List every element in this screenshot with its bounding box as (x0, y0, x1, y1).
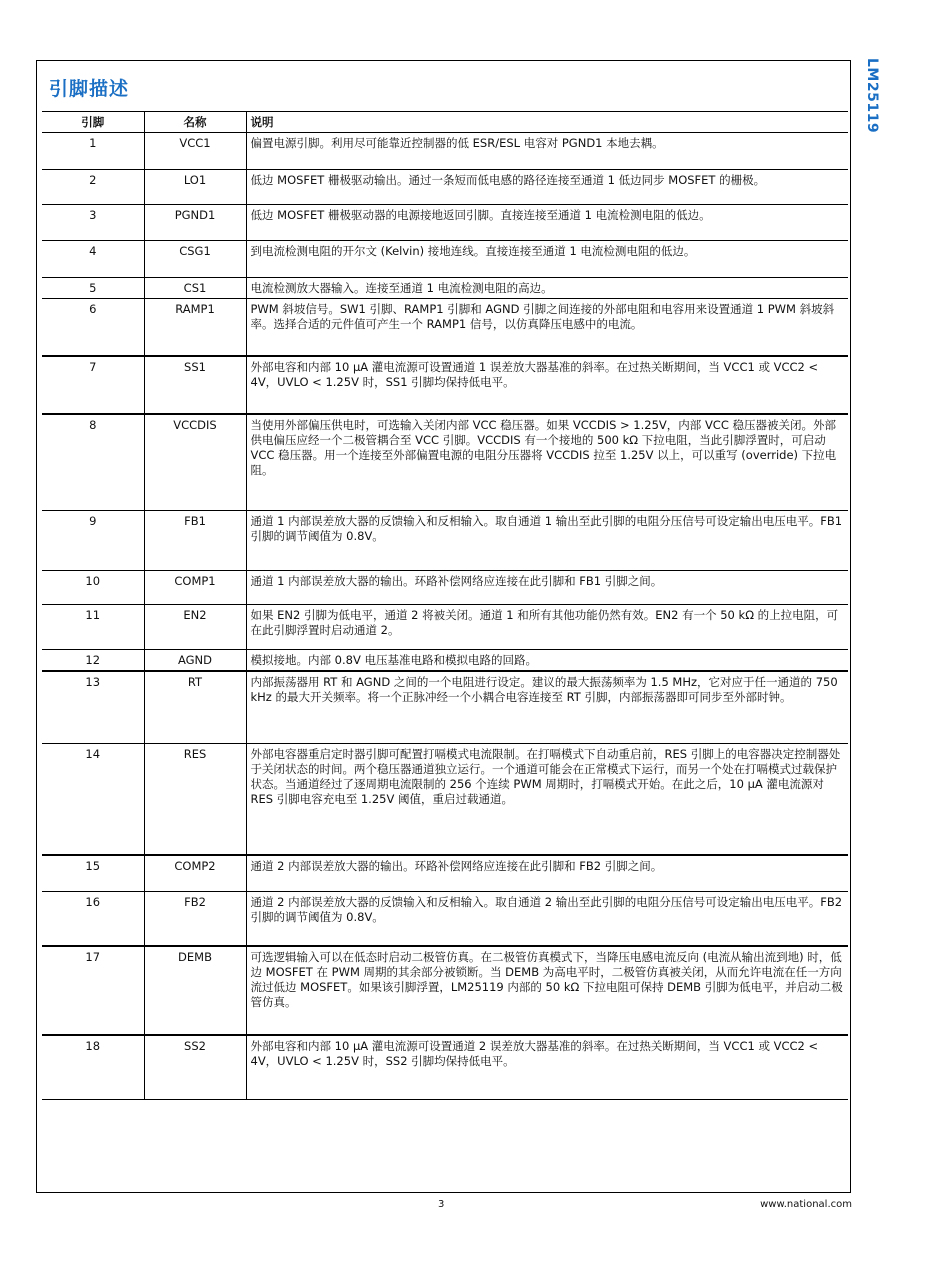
pin-name: VCC1 (144, 133, 246, 170)
pin-number: 3 (42, 205, 144, 241)
table-row (42, 356, 848, 414)
website-link[interactable]: www.national.com (760, 1199, 852, 1210)
table-row (42, 671, 848, 743)
pin-name: RT (144, 671, 246, 743)
pin-description: 外部电容器重启定时器引脚可配置打嗝模式电流限制。在打嗝模式下自动重启前，RES 引脚上的电容器决定控制器处于关闭状态的时间。两个稳压器通道独立运行。一个通道可能会在正常模式下运行，而另一个处在打嗝模式过载保护状态。当通道经过了逐周期电流限制的 256 个连续 PWM 周期时，打嗝模式开始。在此之后，10 µA 灌电流源对 RES 引脚电容充电至 1.25V 阈值，重启过载通道。 (246, 743, 848, 855)
page-number: 3 (438, 1199, 445, 1210)
pin-description: 通道 1 内部误差放大器的反馈输入和反相输入。取自通道 1 输出至此引脚的电阻分压信号可设定输出电压电平。FB1 引脚的调节阈值为 0.8V。 (246, 511, 848, 571)
pin-number: 16 (42, 891, 144, 946)
table-row (42, 511, 848, 571)
table-row (42, 414, 848, 511)
pin-name: RAMP1 (144, 299, 246, 356)
section-title: 引脚描述 (49, 78, 130, 100)
pin-number: 11 (42, 605, 144, 650)
pin-number: 5 (42, 278, 144, 299)
pin-description: 内部振荡器用 RT 和 AGND 之间的一个电阻进行设定。建议的最大振荡频率为 1.5 MHz，它对应于任一通道的 750 kHz 的最大开关频率。将一个正脉冲经一个小耦合电容连接至 RT 引脚，内部振荡器即可同步至外部时钟。 (246, 671, 848, 743)
pin-description: 可选逻辑输入可以在低态时启动二极管仿真。在二极管仿真模式下，当降压电感电流反向 (电流从输出流到地) 时，低边 MOSFET 在 PWM 周期的其余部分被锁断。当 DEMB 为高电平时，二极管仿真被关闭，从而允许电流在任一方向流过低边 MOSFET。如果该引脚浮置，LM25119 内部的 50 kΩ 下拉电阻可保持 DEMB 引脚为低电平，并启动二极管仿真。 (246, 946, 848, 1035)
pin-name: AGND (144, 650, 246, 672)
pin-rows (42, 133, 848, 1100)
pin-number: 6 (42, 299, 144, 356)
pin-description: 模拟接地。内部 0.8V 电压基准电路和模拟电路的回路。 (246, 650, 848, 672)
pin-number: 18 (42, 1035, 144, 1099)
table-header-row (42, 112, 848, 133)
pin-number: 17 (42, 946, 144, 1035)
pin-number: 1 (42, 133, 144, 170)
table-row (42, 133, 848, 170)
pin-description: 低边 MOSFET 栅极驱动输出。通过一条短而低电感的路径连接至通道 1 低边同步 MOSFET 的栅极。 (246, 170, 848, 205)
pin-description: 外部电容和内部 10 µA 灌电流源可设置通道 2 误差放大器基准的斜率。在过热关断期间，当 VCC1 或 VCC2 < 4V，UVLO < 1.25V 时，SS2 引脚均保持低电平。 (246, 1035, 848, 1099)
table-row (42, 946, 848, 1035)
pin-name: DEMB (144, 946, 246, 1035)
table-row (42, 205, 848, 241)
table-row (42, 743, 848, 855)
table-row (42, 170, 848, 205)
header-name: 名称 (144, 112, 246, 133)
pin-number: 15 (42, 855, 144, 891)
pin-name: CS1 (144, 278, 246, 299)
pin-description: PWM 斜坡信号。SW1 引脚、RAMP1 引脚和 AGND 引脚之间连接的外部电阻和电容用来设置通道 1 PWM 斜坡斜率。选择合适的元件值可产生一个 RAMP1 信号，以仿真降压电感中的电流。 (246, 299, 848, 356)
pin-number: 14 (42, 743, 144, 855)
pin-description: 外部电容和内部 10 µA 灌电流源可设置通道 1 误差放大器基准的斜率。在过热关断期间，当 VCC1 或 VCC2 < 4V，UVLO < 1.25V 时，SS1 引脚均保持低电平。 (246, 356, 848, 414)
pin-description: 通道 2 内部误差放大器的反馈输入和反相输入。取自通道 2 输出至此引脚的电阻分压信号可设定输出电压电平。FB2 引脚的调节阈值为 0.8V。 (246, 891, 848, 946)
pin-name: FB2 (144, 891, 246, 946)
pin-description: 如果 EN2 引脚为低电平，通道 2 将被关闭。通道 1 和所有其他功能仍然有效。EN2 有一个 50 kΩ 的上拉电阻，可在此引脚浮置时启动通道 2。 (246, 605, 848, 650)
table-row (42, 571, 848, 605)
side-part-number (858, 58, 880, 138)
pin-description: 当使用外部偏压供电时，可选输入关闭内部 VCC 稳压器。如果 VCCDIS > 1.25V，内部 VCC 稳压器被关闭。外部供电偏压应经一个二极管耦合至 VCC 引脚。VCCDIS 有一个接地的 500 kΩ 下拉电阻，当此引脚浮置时，可启动 VCC 稳压器。用一个连接至外部偏置电源的电阻分压器将 VCCDIS 拉至 1.25V 以上，可以重写 (override) 下拉电阻。 (246, 414, 848, 511)
pin-name: LO1 (144, 170, 246, 205)
pin-number: 7 (42, 356, 144, 414)
pin-description-table (42, 111, 848, 1100)
pin-name: CSG1 (144, 241, 246, 278)
pin-number: 13 (42, 671, 144, 743)
pin-number: 4 (42, 241, 144, 278)
table-row (42, 1035, 848, 1099)
part-number-label: LM25119 (864, 58, 880, 134)
table-row (42, 299, 848, 356)
pin-number: 10 (42, 571, 144, 605)
header-desc: 说明 (246, 112, 848, 133)
pin-description: 偏置电源引脚。利用尽可能靠近控制器的低 ESR/ESL 电容对 PGND1 本地去耦。 (250, 136, 664, 150)
header-pin: 引脚 (42, 112, 144, 133)
pin-name: RES (144, 743, 246, 855)
table-row (42, 855, 848, 891)
table-row (42, 241, 848, 278)
pin-description: 电流检测放大器输入。连接至通道 1 电流检测电阻的高边。 (246, 278, 848, 299)
pin-description: 低边 MOSFET 栅极驱动器的电源接地返回引脚。直接连接至通道 1 电流检测电阻的低边。 (246, 205, 848, 241)
pin-name: VCCDIS (144, 414, 246, 511)
pin-description: 到电流检测电阻的开尔文 (Kelvin) 接地连线。直接连接至通道 1 电流检测电阻的低边。 (246, 241, 848, 278)
pin-name: COMP2 (144, 855, 246, 891)
table-row (42, 278, 848, 299)
table-row (42, 650, 848, 672)
table-row (42, 891, 848, 946)
pin-name: COMP1 (144, 571, 246, 605)
pin-number: 2 (42, 170, 144, 205)
pin-number: 12 (42, 650, 144, 672)
pin-description: 通道 2 内部误差放大器的输出。环路补偿网络应连接在此引脚和 FB2 引脚之间。 (246, 855, 848, 891)
pin-name: EN2 (144, 605, 246, 650)
pin-name: PGND1 (144, 205, 246, 241)
pin-number: 8 (42, 414, 144, 511)
pin-number: 9 (42, 511, 144, 571)
pin-name: SS1 (144, 356, 246, 414)
table-row (42, 605, 848, 650)
pin-description: 通道 1 内部误差放大器的输出。环路补偿网络应连接在此引脚和 FB1 引脚之间。 (246, 571, 848, 605)
pin-name: FB1 (144, 511, 246, 571)
pin-name: SS2 (144, 1035, 246, 1099)
